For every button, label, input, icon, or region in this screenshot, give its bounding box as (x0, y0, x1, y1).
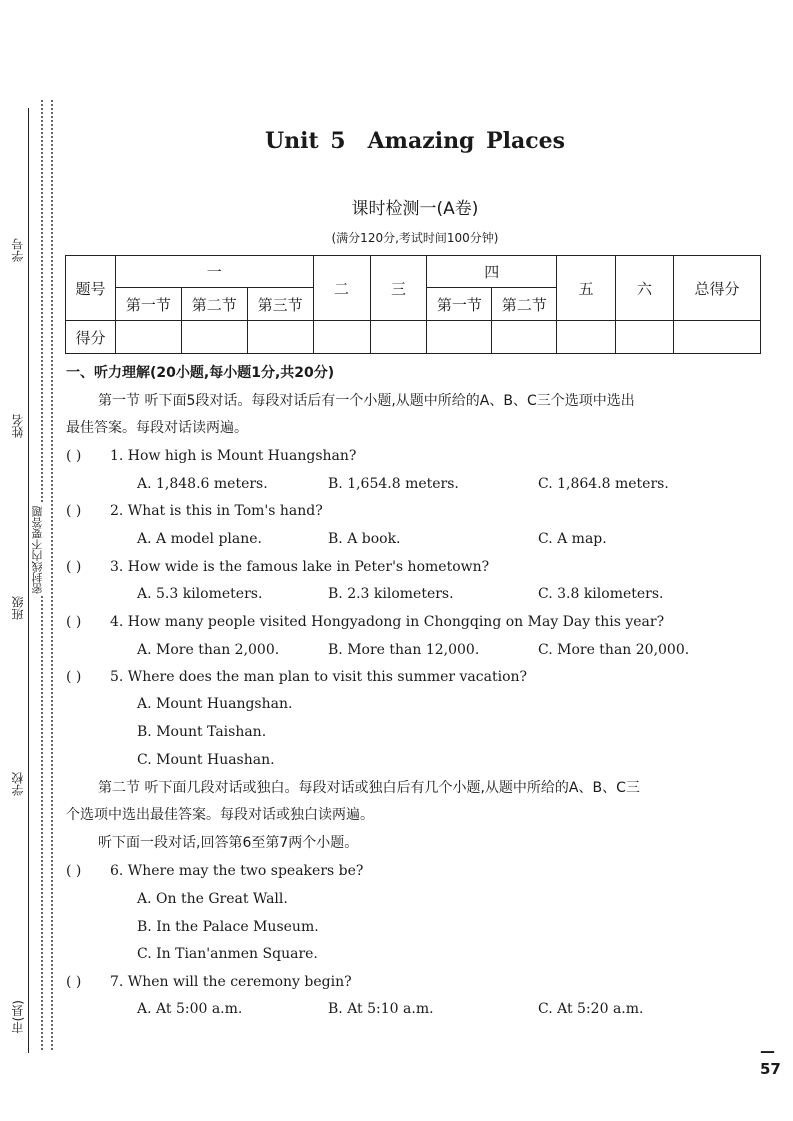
score-cell[interactable] (181, 321, 247, 354)
answer-blank[interactable]: ( ) (66, 863, 82, 879)
title-unit: Unit 5 (264, 128, 346, 154)
margin-label-class: 班级 (11, 596, 25, 620)
option-a: A. More than 2,000. (137, 642, 280, 658)
option-b: B. Mount Taishan. (137, 724, 267, 740)
option-a: A. Mount Huangshan. (137, 696, 293, 712)
section-intro-2: 第二节 听下面几段对话或独白。每段对话或独白后有几个小题,从题中所给的A、B、C三 (98, 780, 640, 796)
part-1-head: 一 (115, 256, 313, 288)
margin-label-student-id: 学号 (11, 238, 25, 262)
option-b: B. More than 12,000. (328, 642, 480, 658)
option-b: B. A book. (328, 531, 401, 547)
section-intro-1: 第一节 听下面5段对话。每段对话后有一个小题,从题中所给的A、B、C三个选项中选出 (98, 393, 635, 409)
part-4-head: 四 (427, 256, 557, 288)
part-4-section-2: 第二节 (492, 288, 557, 321)
question-stem: 2. What is this in Tom's hand? (110, 503, 323, 519)
part-4-section-1: 第一节 (427, 288, 492, 321)
option-c: C. A map. (538, 531, 607, 547)
score-table (65, 255, 761, 354)
score-cell[interactable] (313, 321, 370, 354)
score-cell[interactable] (674, 321, 761, 354)
option-a: A. At 5:00 a.m. (137, 1001, 243, 1017)
question-stem: 6. Where may the two speakers be? (110, 863, 364, 879)
margin-label-school: 学校 (11, 772, 25, 796)
option-b: B. 2.3 kilometers. (328, 586, 454, 602)
section-intro-1-cont: 最佳答案。每段对话读两遍。 (66, 420, 248, 436)
option-a: A. 5.3 kilometers. (137, 586, 263, 602)
part-6-head: 六 (616, 256, 674, 321)
part-1-section-3: 第三节 (247, 288, 313, 321)
question-stem: 5. Where does the man plan to visit this summer vacation? (110, 669, 528, 685)
question-stem: 4. How many people visited Hongyadong in Chongqing on May Day this year? (110, 614, 665, 630)
option-c: C. 1,864.8 meters. (538, 476, 669, 492)
page-number: — 57 (760, 1042, 781, 1078)
option-a: A. 1,848.6 meters. (137, 476, 268, 492)
page-subtitle: 课时检测一(A卷) (351, 199, 479, 219)
dialogue-instruction: 听下面一段对话,回答第6至第7两个小题。 (98, 835, 359, 851)
page-title (0, 128, 793, 154)
answer-blank[interactable]: ( ) (66, 974, 82, 990)
margin-label-name: 姓名 (11, 414, 25, 438)
question-stem: 1. How high is Mount Huangshan? (110, 448, 357, 464)
part-1-section-2: 第二节 (181, 288, 247, 321)
option-c: C. Mount Huashan. (137, 752, 275, 768)
score-cell[interactable] (427, 321, 492, 354)
seal-note: 密封线内不要答题 (31, 506, 44, 594)
score-cell[interactable] (370, 321, 427, 354)
total-head: 总得分 (674, 256, 761, 321)
answer-blank[interactable]: ( ) (66, 503, 82, 519)
part-3-head: 三 (370, 256, 427, 321)
title-topic: Amazing Places (367, 128, 566, 154)
exam-note: (满分120分,考试时间100分钟) (331, 231, 499, 245)
part-5-head: 五 (557, 256, 616, 321)
margin-label-city: 市(县) (11, 1000, 25, 1034)
option-b: B. At 5:10 a.m. (328, 1001, 434, 1017)
answer-blank[interactable]: ( ) (66, 448, 82, 464)
score-row-head: 题号 (66, 256, 116, 321)
score-cell[interactable] (115, 321, 181, 354)
option-c: C. More than 20,000. (538, 642, 690, 658)
option-a: A. A model plane. (137, 531, 262, 547)
option-b: B. In the Palace Museum. (137, 919, 319, 935)
option-c: C. In Tian'anmen Square. (137, 946, 318, 962)
option-c: C. 3.8 kilometers. (538, 586, 664, 602)
part-1-section-1: 第一节 (115, 288, 181, 321)
score-label: 得分 (66, 321, 116, 354)
binding-margin-line (28, 108, 29, 1053)
answer-blank[interactable]: ( ) (66, 559, 82, 575)
answer-blank[interactable]: ( ) (66, 669, 82, 685)
question-stem: 3. How wide is the famous lake in Peter's hometown? (110, 559, 490, 575)
question-stem: 7. When will the ceremony begin? (110, 974, 352, 990)
answer-blank[interactable]: ( ) (66, 614, 82, 630)
score-cell[interactable] (247, 321, 313, 354)
score-cell[interactable] (557, 321, 616, 354)
score-cell[interactable] (616, 321, 674, 354)
section-heading: 一、听力理解(20小题,每小题1分,共20分) (66, 365, 335, 381)
option-a: A. On the Great Wall. (137, 891, 288, 907)
section-intro-2-cont: 个选项中选出最佳答案。每段对话或独白读两遍。 (66, 807, 374, 823)
part-2-head: 二 (313, 256, 370, 321)
score-cell[interactable] (492, 321, 557, 354)
option-c: C. At 5:20 a.m. (538, 1001, 644, 1017)
option-b: B. 1,654.8 meters. (328, 476, 459, 492)
